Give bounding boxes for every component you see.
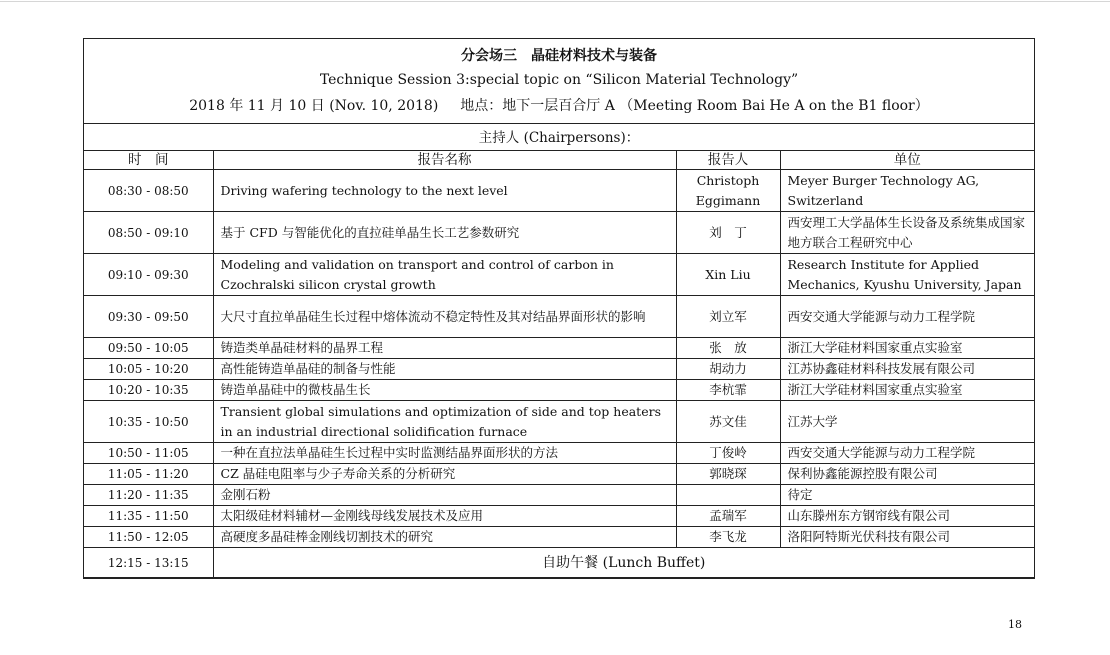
speaker-cell: Xin Liu [676, 254, 780, 296]
speaker-cell: 丁俊岭 [676, 443, 780, 464]
talk-title-cell: 高硬度多晶硅棒金刚线切割技术的研究 [213, 527, 676, 548]
session-date-location [84, 93, 1034, 119]
speaker-cell: 郭晓琛 [676, 464, 780, 485]
time-cell: 11:20 - 11:35 [84, 485, 213, 506]
table-row [84, 506, 1034, 527]
lunch-time: 12:15 - 13:15 [84, 548, 213, 578]
talk-title-cell: 高性能铸造单晶硅的制备与性能 [213, 359, 676, 380]
speaker-cell: 刘 丁 [676, 212, 780, 254]
affiliation-cell: 保利协鑫能源控股有限公司 [780, 464, 1034, 485]
affiliation-cell: 江苏大学 [780, 401, 1034, 443]
table-row [84, 401, 1034, 443]
table-row [84, 380, 1034, 401]
time-cell: 11:50 - 12:05 [84, 527, 213, 548]
speaker-cell: 苏文佳 [676, 401, 780, 443]
affiliation-cell: 西安交通大学能源与动力工程学院 [780, 296, 1034, 338]
affiliation-cell: 待定 [780, 485, 1034, 506]
affiliation-cell: 西安理工大学晶体生长设备及系统集成国家地方联合工程研究中心 [780, 212, 1034, 254]
time-cell: 11:05 - 11:20 [84, 464, 213, 485]
page-number: 18 [1008, 618, 1022, 631]
talk-title-cell: 铸造单晶硅中的微枝晶生长 [213, 380, 676, 401]
speaker-cell: Christoph Eggimann [676, 170, 780, 212]
talk-title-cell: 一种在直拉法单晶硅生长过程中实时监测结晶界面形状的方法 [213, 443, 676, 464]
table-row [84, 254, 1034, 296]
affiliation-cell: Research Institute for Applied Mechanics, Kyushu University, Japan [780, 254, 1034, 296]
lunch-row [84, 548, 1034, 578]
talk-title-cell: CZ 晶硅电阻率与少子寿命关系的分析研究 [213, 464, 676, 485]
talk-title-cell: 基于 CFD 与智能优化的直拉硅单晶生长工艺参数研究 [213, 212, 676, 254]
table-header-row [84, 151, 1034, 170]
time-cell: 11:35 - 11:50 [84, 506, 213, 527]
table-row [84, 212, 1034, 254]
table-row [84, 338, 1034, 359]
speaker-cell: 孟瑞军 [676, 506, 780, 527]
affiliation-cell: 浙江大学硅材料国家重点实验室 [780, 338, 1034, 359]
schedule-table [84, 151, 1034, 578]
column-header-title: 报告名称 [213, 151, 676, 170]
column-header-time: 时 间 [84, 151, 213, 170]
talk-title-cell: 金刚石粉 [213, 485, 676, 506]
affiliation-cell: 江苏协鑫硅材料科技发展有限公司 [780, 359, 1034, 380]
schedule-frame [83, 38, 1035, 579]
session-title-cn: 分会场三 晶硅材料技术与装备 [461, 48, 657, 64]
speaker-cell: 胡动力 [676, 359, 780, 380]
chairpersons-label: 主持人 (Chairpersons)： [84, 124, 1034, 151]
talk-title-cell: 大尺寸直拉单晶硅生长过程中熔体流动不稳定特性及其对结晶界面形状的影响 [213, 296, 676, 338]
table-row [84, 527, 1034, 548]
table-row [84, 170, 1034, 212]
affiliation-cell: 西安交通大学能源与动力工程学院 [780, 443, 1034, 464]
time-cell: 08:50 - 09:10 [84, 212, 213, 254]
lunch-title: 自助午餐 (Lunch Buffet) [213, 548, 1034, 578]
speaker-cell: 张 放 [676, 338, 780, 359]
speaker-cell: 刘立军 [676, 296, 780, 338]
affiliation-cell: 洛阳阿特斯光伏科技有限公司 [780, 527, 1034, 548]
table-row [84, 464, 1034, 485]
schedule-body [84, 151, 1034, 578]
speaker-cell: 李飞龙 [676, 527, 780, 548]
affiliation-cell: Meyer Burger Technology AG, Switzerland [780, 170, 1034, 212]
column-header-speaker: 报告人 [676, 151, 780, 170]
session-header [84, 39, 1034, 124]
time-cell: 09:30 - 09:50 [84, 296, 213, 338]
time-cell: 08:30 - 08:50 [84, 170, 213, 212]
table-row [84, 359, 1034, 380]
talk-title-cell: Modeling and validation on transport and control of carbon in Czochralski silicon crystal growth [213, 254, 676, 296]
time-cell: 10:05 - 10:20 [84, 359, 213, 380]
session-date: 2018 年 11 月 10 日 (Nov. 10, 2018) [189, 98, 439, 114]
affiliation-cell: 山东滕州东方钢帘线有限公司 [780, 506, 1034, 527]
talk-title-cell: 铸造类单晶硅材料的晶界工程 [213, 338, 676, 359]
session-title-en: Technique Session 3:special topic on “Silicon Material Technology” [319, 72, 799, 88]
table-row [84, 443, 1034, 464]
speaker-cell: 李杭霏 [676, 380, 780, 401]
time-cell: 10:50 - 11:05 [84, 443, 213, 464]
time-cell: 09:10 - 09:30 [84, 254, 213, 296]
session-location: 地点：地下一层百合厅 A （Meeting Room Bai He A on the B1 floor） [460, 98, 929, 114]
talk-title-cell: Transient global simulations and optimization of side and top heaters in an industrial directional solidification furnace [213, 401, 676, 443]
table-row [84, 485, 1034, 506]
top-rule [0, 1, 1110, 2]
affiliation-cell: 浙江大学硅材料国家重点实验室 [780, 380, 1034, 401]
time-cell: 10:20 - 10:35 [84, 380, 213, 401]
talk-title-cell: 太阳级硅材料辅材—金刚线母线发展技术及应用 [213, 506, 676, 527]
table-row [84, 296, 1034, 338]
time-cell: 09:50 - 10:05 [84, 338, 213, 359]
talk-title-cell: Driving wafering technology to the next level [213, 170, 676, 212]
time-cell: 10:35 - 10:50 [84, 401, 213, 443]
speaker-cell [676, 485, 780, 506]
column-header-unit: 单位 [780, 151, 1034, 170]
